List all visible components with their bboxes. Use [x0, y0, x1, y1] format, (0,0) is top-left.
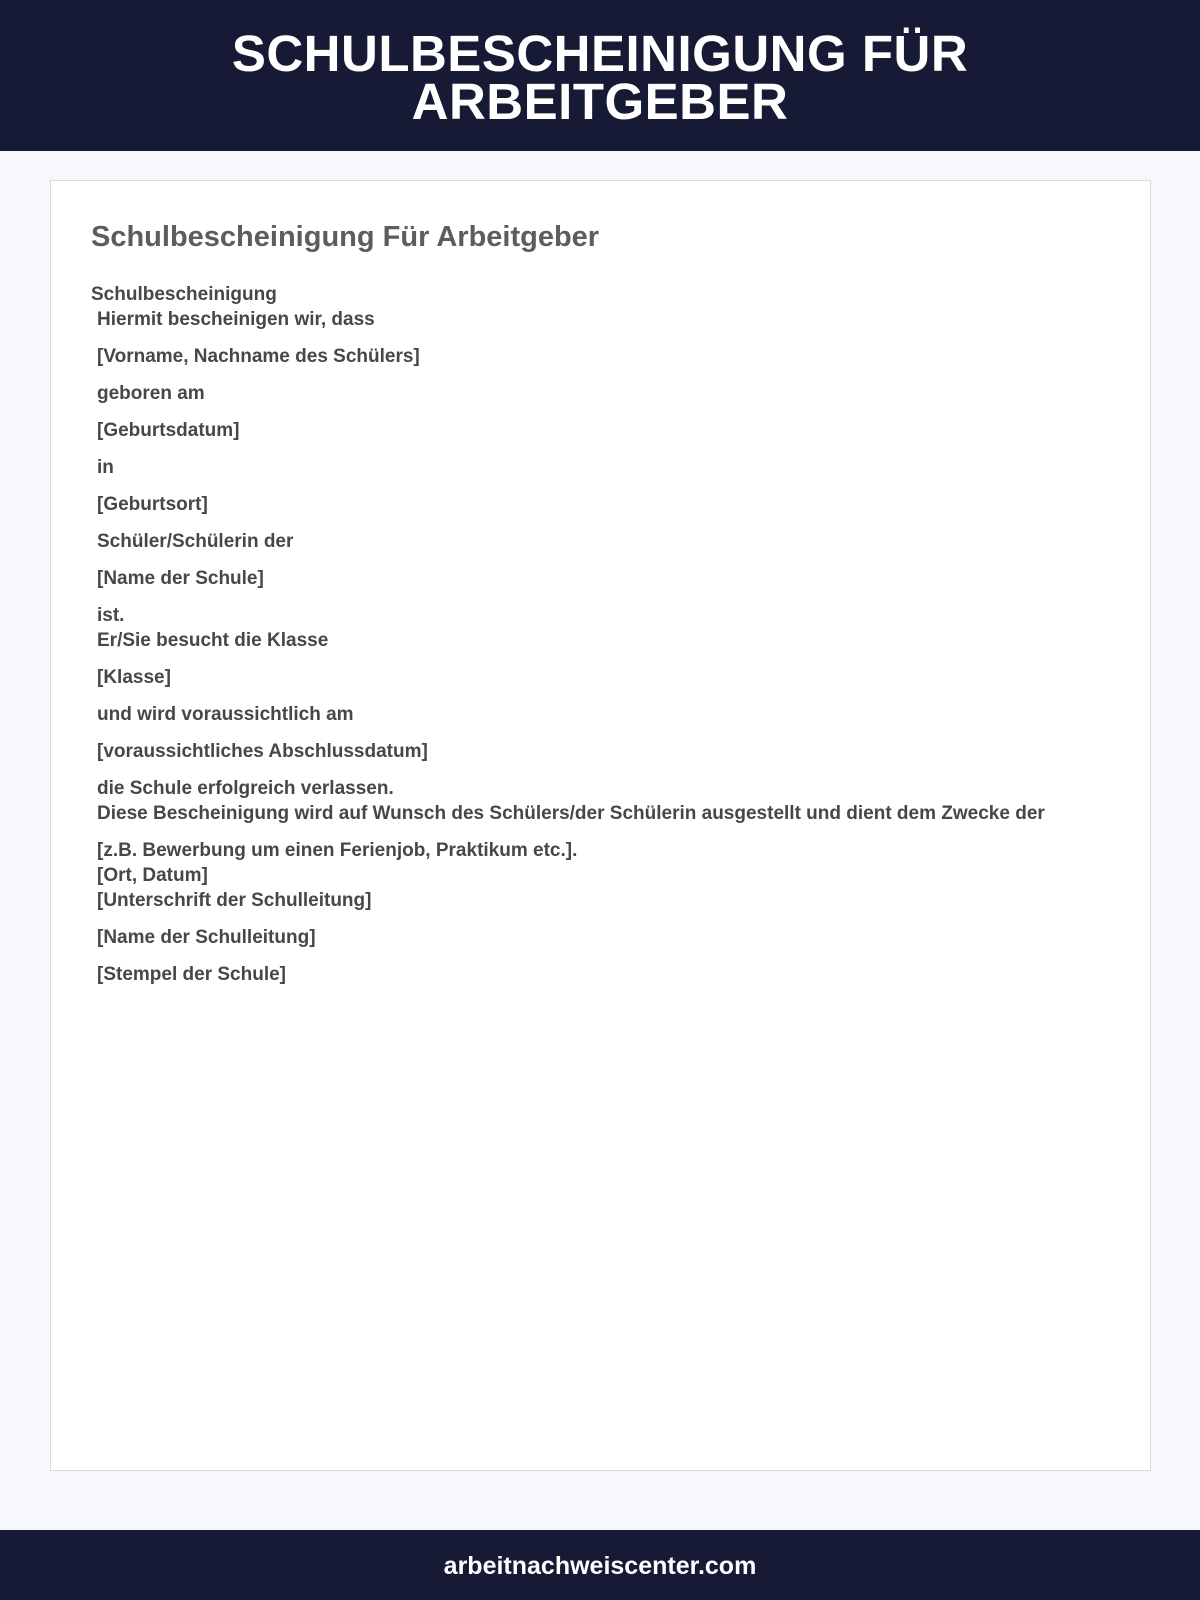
footer-site-link[interactable]: arbeitnachweiscenter.com [443, 1551, 757, 1580]
placeholder-birth-date: [Geburtsdatum] [97, 420, 240, 441]
text-line: Er/Sie besucht die Klasse [97, 630, 329, 651]
document-title: Schulbescheinigung Für Arbeitgeber [91, 221, 600, 253]
text-line: die Schule erfolgreich verlassen. [97, 778, 394, 799]
placeholder-birth-place: [Geburtsort] [97, 494, 208, 515]
text-line: Schüler/Schülerin der [97, 531, 294, 552]
text-line: und wird voraussichtlich am [97, 704, 354, 725]
banner-title: SCHULBESCHEINIGUNG FÜR ARBEITGEBER [231, 24, 969, 130]
placeholder-student-name: [Vorname, Nachname des Schülers] [97, 346, 420, 367]
placeholder-purpose: [z.B. Bewerbung um einen Ferienjob, Praktikum etc.]. [97, 840, 578, 861]
document-card [50, 180, 1151, 1471]
placeholder-school-name: [Name der Schule] [97, 568, 264, 589]
text-line: ist. [97, 605, 125, 626]
certificate-heading: Schulbescheinigung [91, 284, 277, 305]
text-line: in [97, 457, 114, 478]
certificate-text [91, 282, 1131, 987]
text-line: Hiermit bescheinigen wir, dass [97, 309, 375, 330]
placeholder-signature: [Unterschrift der Schulleitung] [97, 890, 372, 911]
top-banner [0, 0, 1200, 151]
placeholder-principal-name: [Name der Schulleitung] [97, 927, 316, 948]
placeholder-school-stamp: [Stempel der Schule] [97, 964, 286, 985]
text-line: geboren am [97, 383, 205, 404]
text-line: Diese Bescheinigung wird auf Wunsch des Schülers/der Schülerin ausgestellt und dient dem Zwecke der [97, 803, 1045, 824]
placeholder-class: [Klasse] [97, 667, 171, 688]
footer-banner [0, 1530, 1200, 1600]
placeholder-place-date: [Ort, Datum] [97, 865, 208, 886]
placeholder-graduation-date: [voraussichtliches Abschlussdatum] [97, 741, 428, 762]
